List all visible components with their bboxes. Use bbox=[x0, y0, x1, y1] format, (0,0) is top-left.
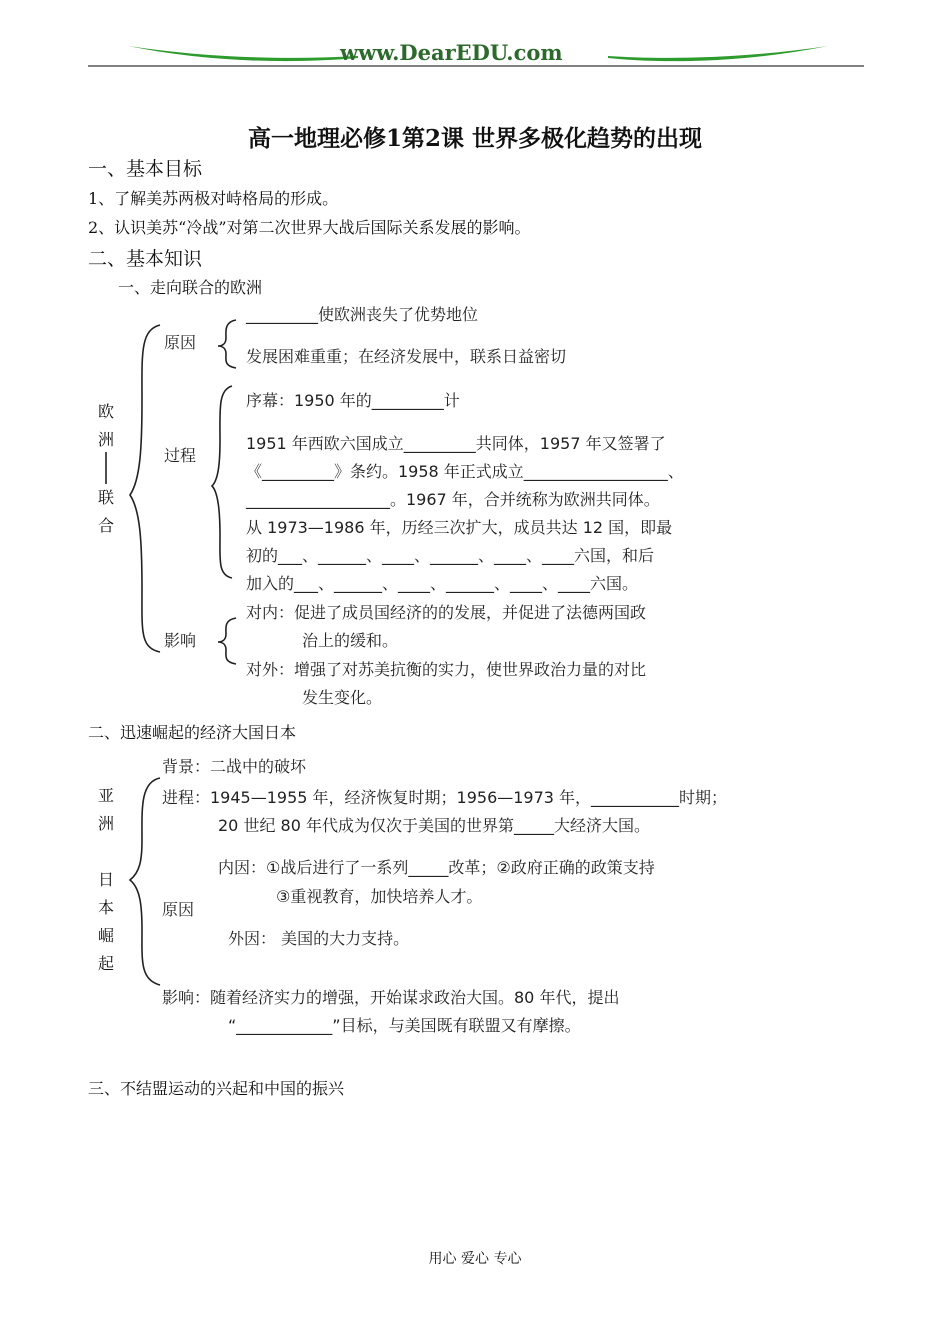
europe-side-label-top: 欧洲 bbox=[97, 402, 114, 449]
japan-progress-line-1: 进程：1945—1955 年，经济恢复时期；1956—1973 年，___________时期； bbox=[162, 788, 728, 807]
page-footer: 用心 爱心 专心 bbox=[428, 1251, 522, 1267]
europe-impact-line-3: 对外：增强了对苏美抗衡的实力，使世界政治力量的对比 bbox=[246, 660, 647, 679]
goal-item-1: 1、了解美苏两极对峙格局的形成。 bbox=[88, 189, 339, 208]
goal-item-2: 2、认识美苏“冷战”对第二次世界大战后国际关系发展的影响。 bbox=[88, 218, 531, 237]
subsection-japan: 二、迅速崛起的经济大国日本 bbox=[88, 723, 297, 742]
europe-process-line-1: 序幕：1950 年的_________计 bbox=[246, 391, 460, 410]
europe-impact-line-2: 治上的缓和。 bbox=[302, 631, 399, 650]
europe-cause-line-2: 发展困难重重；在经济发展中，联系日益密切 bbox=[246, 347, 567, 366]
section-heading-knowledge: 二、基本知识 bbox=[88, 248, 203, 270]
logo-text: www.DearEDU.com bbox=[340, 40, 563, 65]
japan-side-label-bottom: 日本崛起 bbox=[97, 870, 114, 973]
section-heading-goals: 一、基本目标 bbox=[88, 158, 203, 180]
japan-inner-line-1: 内因：①战后进行了一系列_____改革；②政府正确的政策支持 bbox=[218, 858, 655, 877]
europe-process-line-5: 从 1973—1986 年，历经三次扩大，成员共达 12 国，即最 bbox=[246, 518, 673, 537]
japan-progress-line-2: 20 世纪 80 年代成为仅次于美国的世界第_____大经济大国。 bbox=[218, 816, 650, 835]
japan-outer-line: 外因： 美国的大力支持。 bbox=[228, 929, 410, 948]
japan-background: 背景：二战中的破坏 bbox=[162, 757, 307, 776]
europe-side-label-bottom: 联合 bbox=[97, 488, 114, 535]
japan-impact-line-1: 影响：随着经济实力的增强，开始谋求政治大国。80 年代，提出 bbox=[162, 988, 620, 1007]
japan-cause-label: 原因 bbox=[162, 900, 195, 919]
japan-side-label-top: 亚洲 bbox=[97, 786, 114, 833]
europe-process-line-2: 1951 年西欧六国成立_________共同体，1957 年又签署了 bbox=[246, 434, 666, 453]
subsection-nonaligned-china: 三、不结盟运动的兴起和中国的振兴 bbox=[88, 1079, 345, 1098]
europe-cause-label: 原因 bbox=[164, 333, 197, 352]
europe-process-line-3: 《_________》条约。1958 年正式成立__________________、 bbox=[246, 462, 684, 481]
europe-process-line-7: 加入的___、______、____、______、____、____六国。 bbox=[246, 574, 639, 593]
europe-process-label: 过程 bbox=[164, 446, 197, 465]
europe-process-line-6: 初的___、______、____、______、____、____六国，和后 bbox=[246, 546, 655, 565]
page-title: 高一地理必修1第2课 世界多极化趋势的出现 bbox=[247, 125, 702, 152]
europe-process-line-4: __________________。1967 年，合并统称为欧洲共同体。 bbox=[246, 490, 660, 509]
europe-impact-line-1: 对内：促进了成员国经济的的发展，并促进了法德两国政 bbox=[246, 603, 647, 622]
europe-cause-line-1: _________使欧洲丧失了优势地位 bbox=[246, 305, 479, 324]
japan-impact-line-2: “____________”目标，与美国既有联盟又有摩擦。 bbox=[228, 1016, 581, 1035]
europe-impact-label: 影响 bbox=[164, 631, 197, 650]
subsection-europe: 一、走向联合的欧洲 bbox=[118, 278, 263, 297]
europe-impact-line-4: 发生变化。 bbox=[302, 688, 383, 707]
japan-inner-line-2: ③重视教育，加快培养人才。 bbox=[276, 887, 483, 906]
